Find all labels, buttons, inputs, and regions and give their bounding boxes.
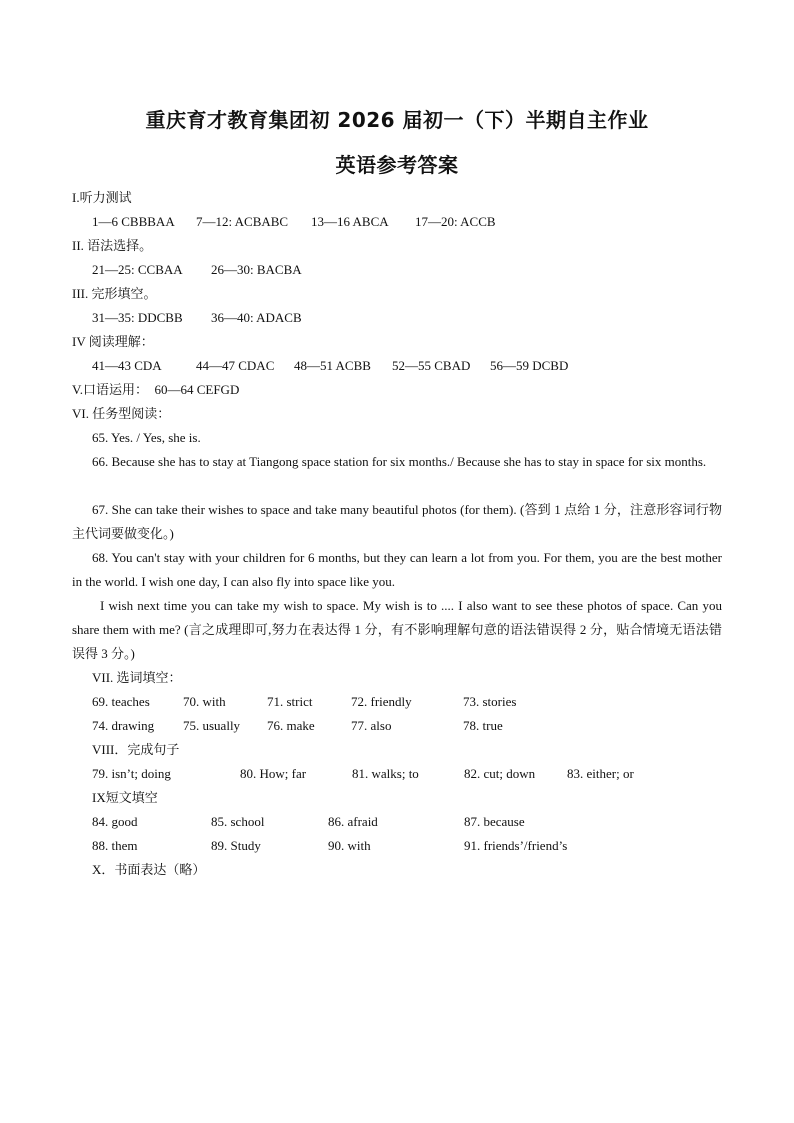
answer-item: 81. walks; to (352, 766, 419, 781)
section-writing-heading: X．书面表达（略） (92, 862, 206, 877)
answer-68-continued: I wish next time you can take my wish to space. My wish is to .... I also want to see these photos of space. Can you share them with me? (言之成理即可,努力在表达得 1 分，有不影响理解句意的语法错误得 2 分，贴合情境无语法错误得 3 分。) (72, 598, 722, 661)
section-listening-heading: I.听力测试 (72, 190, 132, 205)
answer-group: 48—51 ACBB (294, 358, 371, 373)
answer-item: 91. friends’/friend’s (464, 838, 568, 853)
answer-item: 90. with (328, 838, 371, 853)
page-subtitle: 英语参考答案 (335, 153, 459, 177)
answer-item: 77. also (351, 718, 392, 733)
answer-item: 74. drawing (92, 718, 155, 733)
section-passage-fill-heading: IX短文填空 (92, 790, 158, 805)
answer-item: 76. make (267, 718, 315, 733)
answer-item: 71. strict (267, 694, 313, 709)
section-sentence-completion-heading: VIII．完成句子 (92, 742, 180, 757)
answer-group: 44—47 CDAC (196, 358, 275, 373)
answer-item: 83. either; or (567, 766, 634, 781)
answer-66: 66. Because she has to stay at Tiangong space station for six months./ Because she has to stay in space for six months. (92, 454, 707, 469)
answer-item: 80. How; far (240, 766, 307, 781)
answer-group: 13—16 ABCA (311, 214, 389, 229)
answer-item: 69. teaches (92, 694, 150, 709)
section-word-fill-heading: VII. 选词填空： (92, 670, 182, 685)
section-cloze-heading: III. 完形填空。 (72, 286, 157, 301)
answer-67: 67. She can take their wishes to space and take many beautiful photos (for them). (答到 1 点给 1 分，注意形容词行物主代词要做变化。) (72, 502, 722, 541)
answer-item: 86. afraid (328, 814, 378, 829)
answer-group: 7—12: ACBABC (196, 214, 289, 229)
section-task-reading-heading: VI. 任务型阅读： (72, 406, 171, 421)
answer-65: 65. Yes. / Yes, she is. (92, 430, 201, 445)
answer-item: 72. friendly (351, 694, 412, 709)
answer-item: 89. Study (211, 838, 261, 853)
answer-item: 82. cut; down (464, 766, 536, 781)
answer-group: 56—59 DCBD (490, 358, 569, 373)
answer-68: 68. You can't stay with your children for 6 months, but they can learn a lot from you. For them, you are the best mother in the world. I wish one day, I can also fly into space like you. (72, 550, 722, 589)
answer-group: 36—40: ADACB (211, 310, 302, 325)
answer-item: 73. stories (463, 694, 517, 709)
answer-item: 79. isn’t; doing (92, 766, 171, 781)
answer-item: 75. usually (183, 718, 241, 733)
answer-group: 17—20: ACCB (415, 214, 496, 229)
answer-group: 21—25: CCBAA (92, 262, 183, 277)
answer-group: 31—35: DDCBB (92, 310, 183, 325)
answer-group: 26—30: BACBA (211, 262, 302, 277)
section-reading-heading: IV 阅读理解： (72, 334, 154, 349)
section-speaking-line: V.口语运用： 60—64 CEFGD (72, 382, 240, 397)
answer-item: 87. because (464, 814, 525, 829)
answer-item: 84. good (92, 814, 138, 829)
answer-group: 41—43 CDA (92, 358, 162, 373)
answer-group: 1—6 CBBBAA (92, 214, 175, 229)
answer-item: 78. true (463, 718, 503, 733)
page-title: 重庆育才教育集团初 2026 届初一（下）半期自主作业 (145, 108, 649, 132)
answer-item: 70. with (183, 694, 226, 709)
answer-item: 88. them (92, 838, 138, 853)
section-grammar-heading: II. 语法选择。 (72, 238, 153, 253)
answer-item: 85. school (211, 814, 265, 829)
answer-group: 52—55 CBAD (392, 358, 471, 373)
